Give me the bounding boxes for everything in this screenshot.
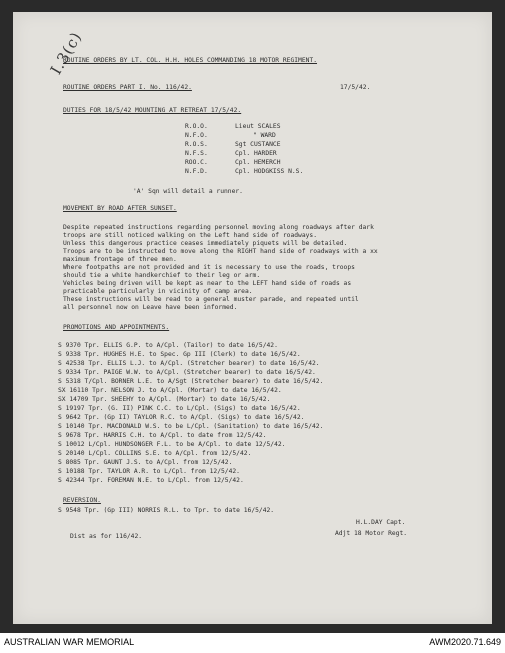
handwritten-mark: I.3(c) xyxy=(46,28,86,78)
promotion-entry: SX 14709 Tpr. SHEEHY to A/Cpl. (Mortar) to date 16/5/42. xyxy=(58,396,271,403)
promotion-entry: S 9642 Tpr. (Gp II) TAYLOR R.C. to A/Cpl. (Sigs) to date 16/5/42. xyxy=(58,414,305,421)
duty-role: N.F.S. xyxy=(185,150,208,157)
duty-name: Cpl. HEMERCH xyxy=(235,159,281,166)
document-heading: ROUTINE ORDERS BY LT. COL. H.H. HOLES COMMANDING 18 MOTOR REGIMENT. xyxy=(63,57,318,64)
duties-heading: DUTIES FOR 18/5/42 MOUNTING AT RETREAT 17/5/42. xyxy=(63,107,242,114)
promotion-entry: S 42344 Tpr. FOREMAN N.E. to L/Cpl. from 12/5/42. xyxy=(58,477,244,484)
movement-paragraph: Where footpaths are not provided and it is necessary to use the roads, troops should tie a white handkerchief to their leg or arm. xyxy=(63,264,355,279)
signature-title: Adjt 18 Motor Regt. xyxy=(335,530,408,537)
promotions-heading: PROMOTIONS AND APPOINTMENTS. xyxy=(63,324,170,331)
reversion-heading: REVERSION. xyxy=(63,497,101,504)
movement-paragraph: Despite repeated instructions regarding personnel moving along roadways after dark troops are still noticed walking on the Left hand side of roadways. xyxy=(63,224,374,239)
promotion-entry: S 9338 Tpr. HUGHES H.E. to Spec. Gp III (Clerk) to date 16/5/42. xyxy=(58,351,301,358)
document-page xyxy=(13,12,492,624)
duty-name: " WARD xyxy=(253,132,276,139)
distribution-note: Dist as for 116/42. xyxy=(70,533,143,540)
reference-number: AWM2020.71.649 xyxy=(429,637,501,647)
promotion-entry: S 9678 Tpr. HARRIS C.H. to A/Cpl. to date from 12/5/42. xyxy=(58,432,267,439)
promotion-entry: SX 16110 Tpr. NELSON J. to A/Cpl. (Mortar) to date 16/5/42. xyxy=(58,387,282,394)
duty-role: R.O.S. xyxy=(185,141,208,148)
signature-name: H.L.DAY Capt. xyxy=(356,519,406,526)
promotion-entry: S 10012 L/Cpl. HUNDSONGER F.L. to be A/Cpl. to date 12/5/42. xyxy=(58,441,286,448)
duty-name: Sgt CUSTANCE xyxy=(235,141,281,148)
part-line: ROUTINE ORDERS PART I. No. 116/42. xyxy=(63,84,192,91)
promotion-entry: S 10188 Tpr. TAYLOR A.R. to L/Cpl. from 12/5/42. xyxy=(58,468,240,475)
document-date: 17/5/42. xyxy=(340,84,371,91)
duty-role: R.O.O. xyxy=(185,123,208,130)
promotion-entry: S 9370 Tpr. ELLIS G.P. to A/Cpl. (Tailor) to date 16/5/42. xyxy=(58,342,278,349)
reversion-entry: S 9548 Tpr. (Gp III) NORRIS R.L. to Tpr. to date 16/5/42. xyxy=(58,507,275,514)
runner-note: 'A' Sqn will detail a runner. xyxy=(133,188,243,195)
promotion-entry: S 8085 Tpr. GAUNT J.S. to A/Cpl. from 12/5/42. xyxy=(58,459,233,466)
movement-paragraph: Vehicles being driven will be kept as near to the LEFT hand side of roads as practicable particularly in vicinity of camp area. xyxy=(63,280,352,295)
duty-role: N.F.O. xyxy=(185,132,208,139)
promotion-entry: S 20140 L/Cpl. COLLINS S.E. to A/Cpl. from 12/5/42. xyxy=(58,450,252,457)
promotion-entry: S 42538 Tpr. ELLIS L.J. to A/Cpl. (Stretcher bearer) to date 16/5/42. xyxy=(58,360,320,367)
promotion-entry: S 10140 Tpr. MACDONALD W.S. to be L/Cpl. (Sanitation) to date 16/5/42. xyxy=(58,423,324,430)
promotion-entry: S 5318 T/Cpl. BORNER L.E. to A/Sgt (Stretcher bearer) to date 16/5/42. xyxy=(58,378,324,385)
movement-paragraph: Unless this dangerous practice ceases immediately piquets will be detailed. xyxy=(63,240,348,247)
duty-role: ROO.C. xyxy=(185,159,208,166)
duty-role: N.F.D. xyxy=(185,168,208,175)
movement-paragraph: Troops are to be instructed to move along the RIGHT hand side of roadways with a xx maximum frontage of three men. xyxy=(63,248,378,263)
institution-label: AUSTRALIAN WAR MEMORIAL xyxy=(4,637,135,647)
duty-name: Cpl. HARDER xyxy=(235,150,277,157)
promotion-entry: S 19197 Tpr. (G. II) PINK C.C. to L/Cpl. (Sigs) to date 16/5/42. xyxy=(58,405,301,412)
movement-heading: MOVEMENT BY ROAD AFTER SUNSET. xyxy=(63,205,177,212)
duty-name: Lieut SCALES xyxy=(235,123,281,130)
duty-name: Cpl. HODGKISS N.S. xyxy=(235,168,304,175)
movement-paragraph: These instructions will be read to a general muster parade, and repeated until all personnel now on Leave have been informed. xyxy=(63,296,359,311)
archive-footer xyxy=(0,633,505,653)
promotion-entry: S 9334 Tpr. PAIGE W.W. to A/Cpl. (Stretcher bearer) to date 16/5/42. xyxy=(58,369,316,376)
